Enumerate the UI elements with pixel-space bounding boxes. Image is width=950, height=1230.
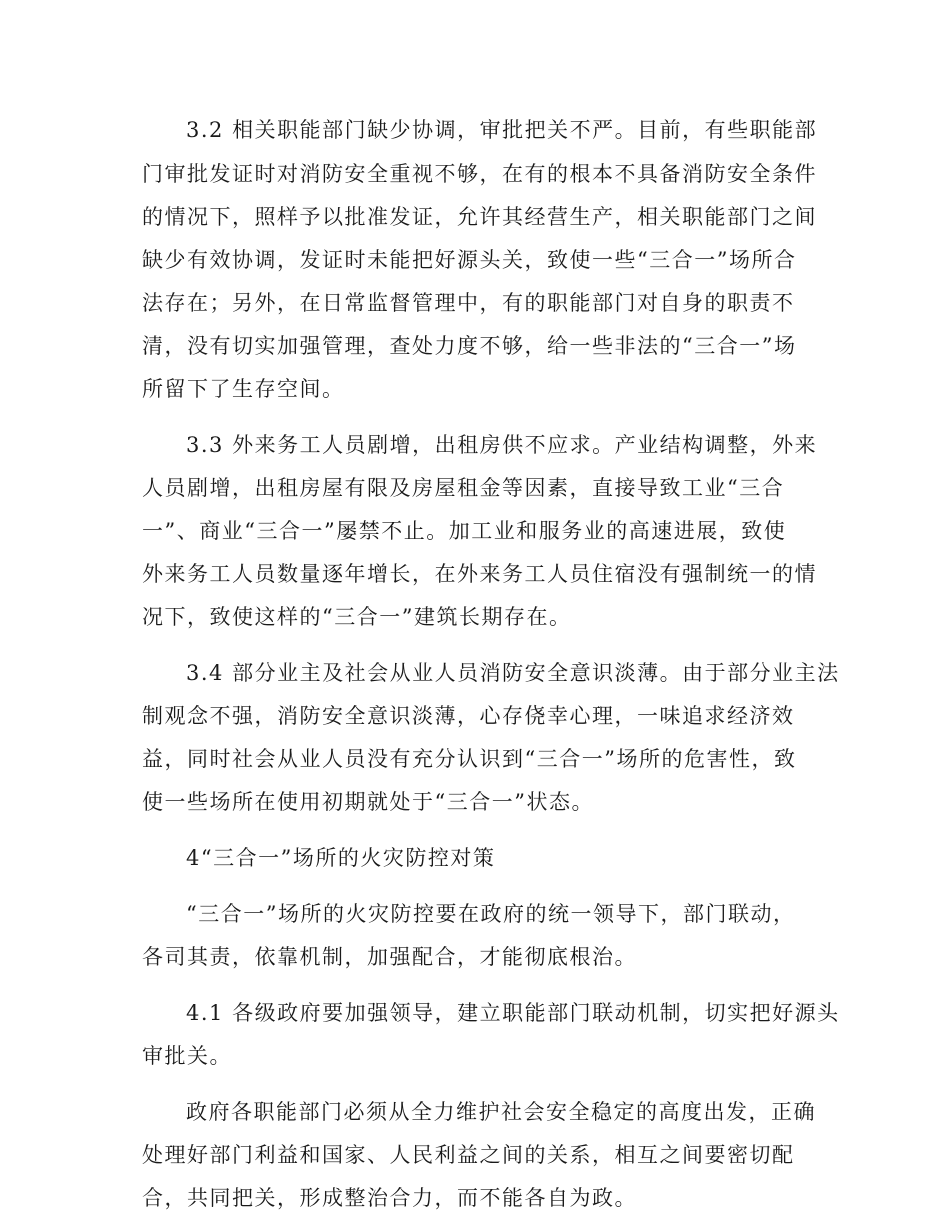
text-line: 一”、商业“三合一”屡禁不止。加工业和服务业的高速进展，致使 xyxy=(142,519,787,543)
text-line: 所留下了生存空间。 xyxy=(142,377,345,401)
text-line: 各司其责，依靠机制，加强配合，才能彻底根治。 xyxy=(142,945,637,969)
text-line: 审批关。 xyxy=(142,1044,232,1068)
text-line: 外来务工人员数量逐年增长，在外来务工人员住宿没有强制统一的情 xyxy=(142,562,817,586)
text-line: 处理好部门利益和国家、人民利益之间的关系，相互之间要密切配 xyxy=(142,1143,795,1167)
text-line: 3.3 外来务工人员剧增，出租房供不应求。产业结构调整，外来 xyxy=(186,433,818,457)
text-line: 清，没有切实加强管理，查处力度不够，给一些非法的“三合一”场 xyxy=(142,334,797,358)
section-heading: 4“三合一”场所的火灾防控对策 xyxy=(186,846,496,870)
text-line: 门审批发证时对消防安全重视不够，在有的根本不具备消防安全条件 xyxy=(142,162,817,186)
text-line: 况下，致使这样的“三合一”建筑长期存在。 xyxy=(142,605,572,629)
text-line: 4.1 各级政府要加强领导，建立职能部门联动机制，切实把好源头 xyxy=(186,1001,840,1025)
text-line: “三合一”场所的火灾防控要在政府的统一领导下，部门联动， xyxy=(186,902,796,926)
text-line: 3.2 相关职能部门缺少协调，审批把关不严。目前，有些职能部 xyxy=(186,118,818,142)
text-line: 益，同时社会从业人员没有充分认识到“三合一”场所的危害性，致 xyxy=(142,747,797,771)
text-line: 使一些场所在使用初期就处于“三合一”状态。 xyxy=(142,790,594,814)
text-line: 的情况下，照样予以批准发证，允许其经营生产，相关职能部门之间 xyxy=(142,205,817,229)
text-line: 人员剧增，出租房屋有限及房屋租金等因素，直接导致工业“三合 xyxy=(142,476,785,500)
text-line: 合，共同把关，形成整治合力，而不能各自为政。 xyxy=(142,1186,637,1210)
text-line: 缺少有效协调，发证时未能把好源头关，致使一些“三合一”场所合 xyxy=(142,248,797,272)
text-line: 制观念不强，消防安全意识淡薄，心存侥幸心理，一味追求经济效 xyxy=(142,704,795,728)
text-line: 法存在；另外，在日常监督管理中，有的职能部门对自身的职责不 xyxy=(142,291,795,315)
text-line: 3.4 部分业主及社会从业人员消防安全意识淡薄。由于部分业主法 xyxy=(186,661,840,685)
text-line: 政府各职能部门必须从全力维护社会安全稳定的高度出发，正确 xyxy=(186,1100,816,1124)
